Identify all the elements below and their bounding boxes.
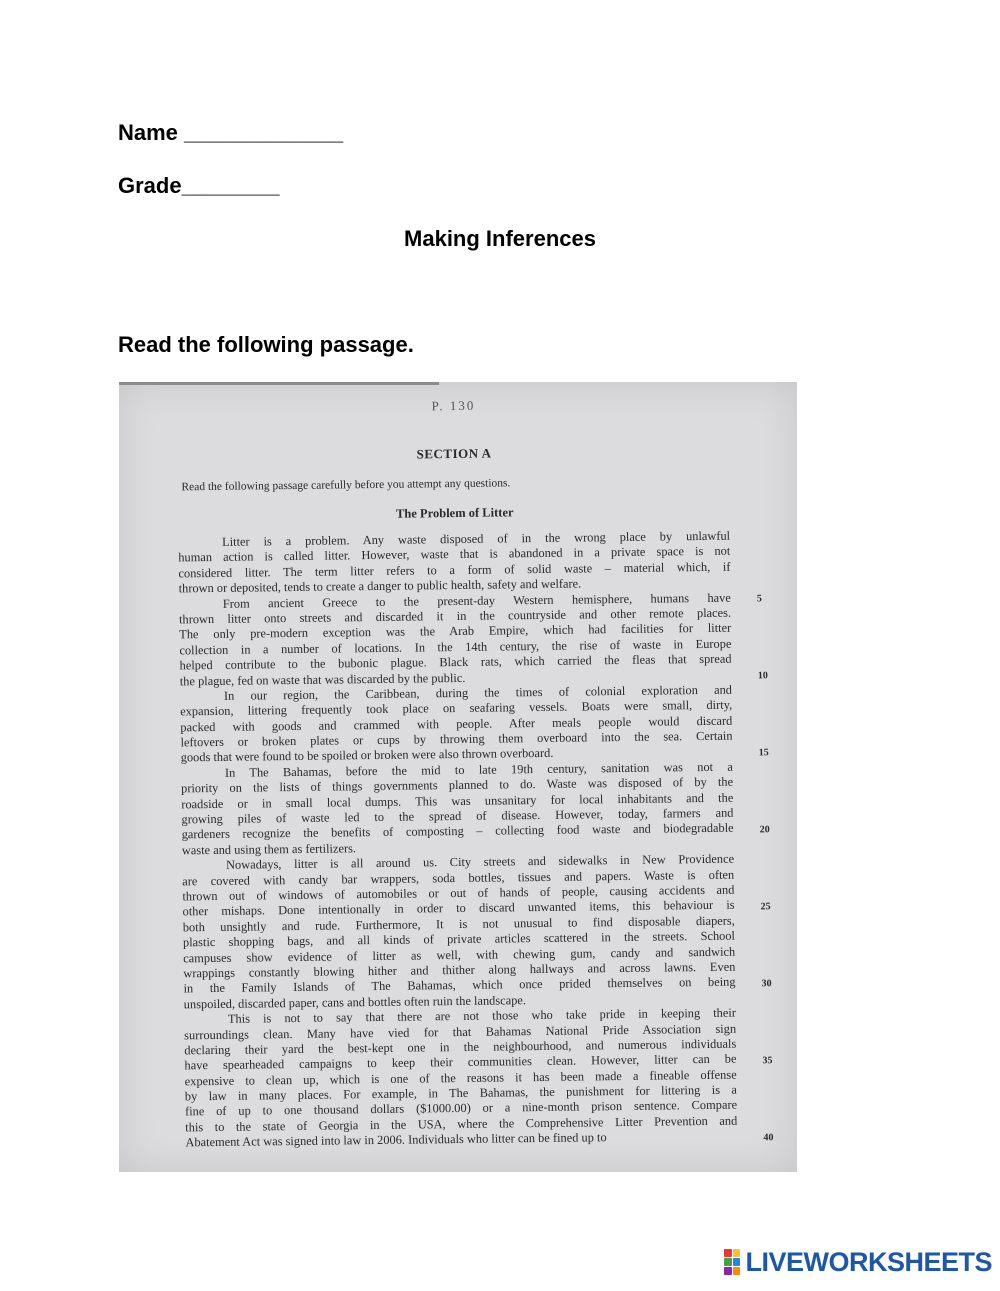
grade-field-label: Grade________ — [118, 173, 280, 198]
line-number: 15 — [758, 746, 769, 758]
line-number: 10 — [757, 669, 768, 681]
logo-badge-square — [724, 1249, 732, 1257]
passage-line: considered litter. The term litter refers to a form of solid waste – material which, if — [178, 559, 731, 581]
passage-line: This is not to say that there are not those who take pride in keeping their — [227, 1005, 736, 1026]
passage-line: In our region, the Caribbean, during the times of colonial exploration and — [223, 682, 733, 703]
passage-line: leftovers or broken plates or cups by throwing them overboard into the sea. Certain — [180, 728, 733, 750]
passage-line: both unsightly and rude. Furthermore, It is not unusual to find disposable diapers, — [182, 913, 735, 935]
passage-line: the plague, fed on waste that was discarded by the public. — [179, 670, 466, 688]
instruction-text: Read the following passage. — [118, 332, 414, 357]
passage-line: Nowadays, litter is all around us. City streets and sidewalks in New Providence — [225, 851, 735, 873]
liveworksheets-logo — [724, 1247, 992, 1277]
passage-line: helped contribute to the bubonic plague. Black rats, which carried the fleas that spread — [179, 651, 732, 673]
passage-line: are covered with candy bar wrappers, soda bottles, tissues and papers. Waste is often — [182, 867, 735, 888]
passage-line: this to the state of Georgia in the USA, where the Comprehensive Litter Prevention and — [185, 1113, 738, 1135]
worksheet-title: Making Inferences — [404, 226, 596, 251]
passage-line: packed with goods and crammed with people. After meals people would discard — [180, 713, 733, 735]
passage-line: From ancient Greece to the present-day Western hemisphere, humans have — [222, 590, 731, 611]
logo-badge-icon — [724, 1249, 740, 1275]
logo-badge-square — [724, 1267, 732, 1275]
line-number: 5 — [756, 592, 762, 604]
line-number: 25 — [760, 900, 771, 912]
scanned-passage-image — [119, 382, 797, 1172]
passage-line: human action is called litter. However, waste that is abandoned in a private space is not — [178, 544, 731, 565]
passage-line: collection in a number of locations. In the 14th century, the rise of waste in Europe — [179, 636, 732, 658]
passage-line: goods that were found to be spoiled or broken were also thrown overboard. — [180, 746, 554, 765]
passage-line: gardeners recognize the benefits of composting – collecting food waste and biodegradable — [181, 821, 734, 842]
line-number: 35 — [762, 1054, 773, 1066]
passage-title: The Problem of Litter — [395, 505, 514, 521]
passage-line: in the Family Islands of The Bahamas, which once prided themselves on being — [183, 974, 736, 996]
passage-line: waste and using them as fertilizers. — [181, 841, 357, 858]
passage-line: expensive to clean up, which is one of the reasons it has been made a fineable offense — [184, 1067, 737, 1089]
passage-line: In The Bahamas, before the mid to late 19th century, sanitation was not a — [224, 759, 733, 780]
passage-line: Litter is a problem. Any waste disposed of in the wrong place by unlawful — [222, 528, 731, 549]
logo-badge-square — [733, 1258, 741, 1266]
logo-badge-square — [724, 1258, 732, 1266]
name-field-label: Name _____________ — [118, 120, 344, 145]
passage-line: expansion, littering frequently took place on seafaring vessels. Boats were small, dirty, — [180, 697, 733, 719]
passage-line: roadside or in small local dumps. This was unsanitary for local inhabitants and the — [181, 790, 734, 812]
line-number: 30 — [761, 977, 772, 989]
scan-section-heading: SECTION A — [416, 445, 492, 462]
scan-instruction: Read the following passage carefully before you attempt any questions. — [181, 477, 511, 494]
passage-line: by law in many places. For example, in The Bahamas, the punishment for littering is a — [184, 1082, 737, 1104]
passage-line: thrown out of windows of automobiles or out of hands of people, causing accidents and — [182, 882, 735, 904]
logo-badge-square — [733, 1249, 741, 1257]
passage-line: surroundings clean. Many have vied for that Bahamas National Pride Association sign — [184, 1021, 737, 1042]
line-number: 20 — [759, 823, 770, 835]
passage-line: declaring their yard the best-kept one in the neighbourhood, and numerous individuals — [184, 1036, 737, 1058]
logo-badge-square — [733, 1267, 741, 1275]
passage-text — [178, 529, 737, 1151]
passage-line: priority on the lists of things governments planned to do. Waste was disposed of by the — [181, 774, 734, 796]
scan-content — [119, 382, 797, 1172]
passage-line: plastic shopping bags, and all kinds of private articles scattered in the streets. School — [182, 928, 736, 950]
scan-page-reference: P. 130 — [431, 397, 476, 414]
passage-line: thrown or deposited, tends to create a danger to public health, safety and welfare. — [178, 576, 582, 596]
passage-line: The only pre-modern exception was the Arab Empire, which had facilities for litter — [179, 620, 732, 642]
passage-line: thrown litter onto streets and discarded it in the countryside and other remote places. — [178, 605, 732, 627]
passage-line: have spearheaded campaigns to keep their communities clean. However, litter can be — [184, 1051, 737, 1073]
passage-line: fine of up to one thousand dollars ($1000.00) or a nine-month prison sentence. Compare — [184, 1098, 738, 1119]
passage-line: campuses show evidence of litter as well, with chewing gum, candy and sandwich — [183, 944, 736, 965]
line-number: 40 — [763, 1131, 774, 1143]
passage-line: other mishaps. Done intentionally in order to discard unwanted items, this behaviour is — [182, 898, 735, 919]
passage-line: growing piles of waste led to the spread of disease. However, today, farmers and — [181, 805, 734, 827]
logo-text: LIVEWORKSHEETS — [745, 1246, 992, 1277]
passage-line: wrappings constantly blowing hither and thither along hallways and across lawns. Even — [183, 959, 736, 981]
passage-line: unspoiled, discarded paper, cans and bottles often ruin the landscape. — [183, 992, 527, 1012]
passage-line: Abatement Act was signed into law in 2006. Individuals who litter can be fined up to — [185, 1130, 607, 1150]
